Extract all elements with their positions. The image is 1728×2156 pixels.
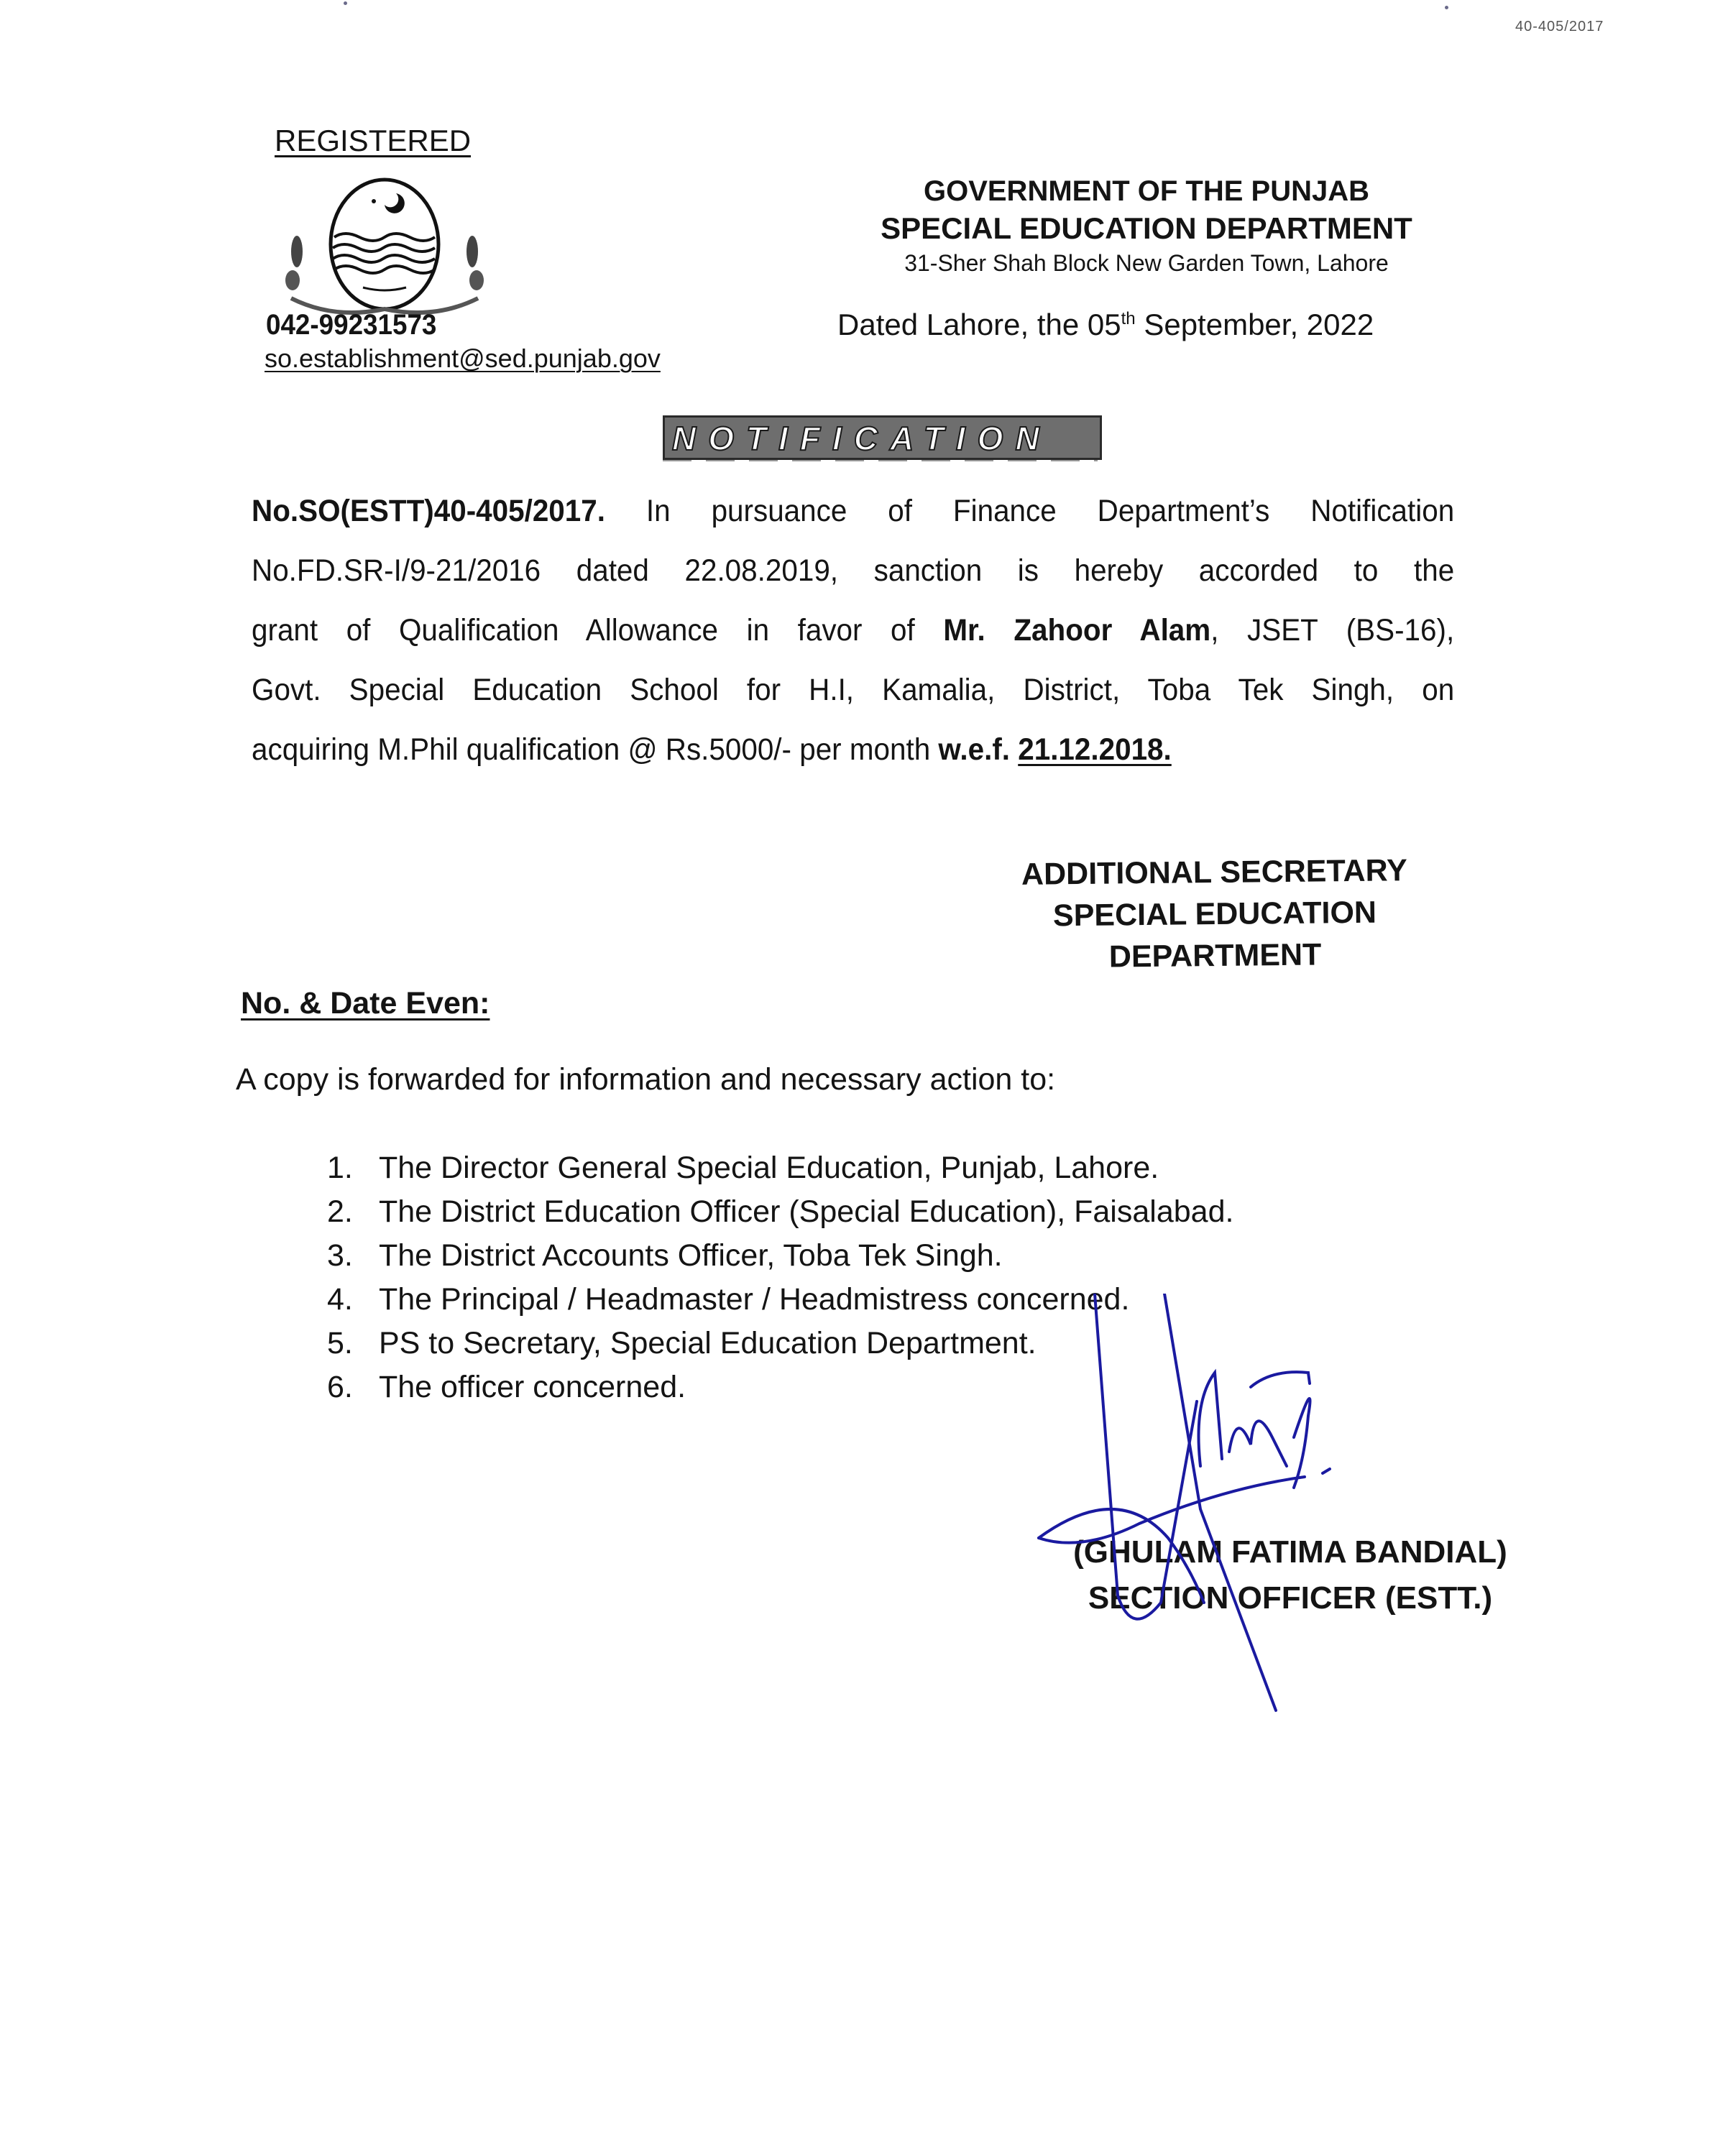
authority-block <box>962 849 1467 979</box>
list-number: 3. <box>327 1238 353 1273</box>
body-line <box>252 482 1454 541</box>
government-title: GOVERNMENT OF THE PUNJAB <box>923 175 1370 207</box>
signatory-designation: SECTION OFFICER (ESTT.) <box>1088 1580 1493 1616</box>
notification-number: No.SO(ESTT)40-405/2017. <box>252 494 605 528</box>
body-line <box>252 720 1454 780</box>
body-line: Govt. Special Education School for H.I, Kamalia, District, Toba Tek Singh, on <box>252 673 1455 707</box>
department-title: SPECIAL EDUCATION DEPARTMENT <box>881 211 1412 245</box>
authority-line: DEPARTMENT <box>1108 937 1322 975</box>
employee-name: Mr. Zahoor Alam <box>943 613 1211 648</box>
scan-speck <box>1445 6 1448 9</box>
list-item <box>327 1190 1233 1234</box>
notification-body <box>252 482 1454 780</box>
dated-line <box>837 308 1374 342</box>
registered-label: REGISTERED <box>275 124 472 157</box>
body-line <box>252 601 1454 660</box>
list-item <box>327 1146 1233 1190</box>
signatory-name: (GHULAM FATIMA BANDIAL) <box>1073 1534 1507 1570</box>
handwritten-signature-icon <box>992 1294 1495 1725</box>
list-number: 6. <box>327 1370 353 1404</box>
email-link[interactable]: so.establishment@sed.punjab.gov <box>265 344 661 373</box>
wef-label: w.e.f. <box>938 732 1019 767</box>
notification-banner <box>663 415 1102 460</box>
body-text: In pursuance of Finance Department’s Notification <box>605 494 1455 528</box>
body-line: No.FD.SR-I/9-21/2016 dated 22.08.2019, sanction is hereby accorded to the <box>252 553 1455 588</box>
recipient-text: The District Accounts Officer, Toba Tek Singh. <box>379 1238 1003 1273</box>
recipient-text: The Director General Special Education, Punjab, Lahore. <box>379 1151 1159 1185</box>
body-text: acquiring M.Phil qualification @ Rs.5000/- per month <box>252 732 939 767</box>
scan-speck <box>344 1 347 5</box>
dated-prefix: Dated Lahore, the 05 <box>837 308 1121 341</box>
recipient-text: The Principal / Headmaster / Headmistress concerned. <box>379 1282 1130 1317</box>
file-reference: 40-405/2017 <box>1515 19 1604 34</box>
department-address: 31-Sher Shah Block New Garden Town, Lahore <box>904 250 1389 276</box>
endorsement-heading: No. & Date Even: <box>241 986 490 1021</box>
endorsement-intro: A copy is forwarded for information and necessary action to: <box>236 1062 1056 1097</box>
authority-line: ADDITIONAL SECRETARY <box>1021 853 1407 892</box>
banner-underline <box>663 460 1098 461</box>
recipient-text: The District Education Officer (Special Education), Faisalabad. <box>379 1194 1234 1229</box>
employee-designation: , JSET (BS-16), <box>1210 613 1455 648</box>
punjab-emblem-icon <box>277 172 492 316</box>
recipient-text: The officer concerned. <box>379 1370 686 1404</box>
dated-ordinal: th <box>1121 309 1136 328</box>
phone-number: 042-99231573 <box>266 309 437 341</box>
effective-date: 21.12.2018. <box>1018 732 1172 767</box>
recipient-text: PS to Secretary, Special Education Department. <box>379 1326 1037 1360</box>
list-number: 1. <box>327 1151 353 1185</box>
list-number: 5. <box>327 1326 353 1360</box>
list-item <box>327 1234 1233 1278</box>
list-number: 2. <box>327 1194 353 1229</box>
authority-line: SPECIAL EDUCATION <box>1052 895 1377 934</box>
notification-banner-text: NOTIFICATION <box>672 420 1052 457</box>
body-text: grant of Qualification Allowance in favor of <box>252 613 944 648</box>
list-number: 4. <box>327 1282 353 1317</box>
department-header <box>837 172 1456 279</box>
dated-rest: September, 2022 <box>1135 308 1374 341</box>
